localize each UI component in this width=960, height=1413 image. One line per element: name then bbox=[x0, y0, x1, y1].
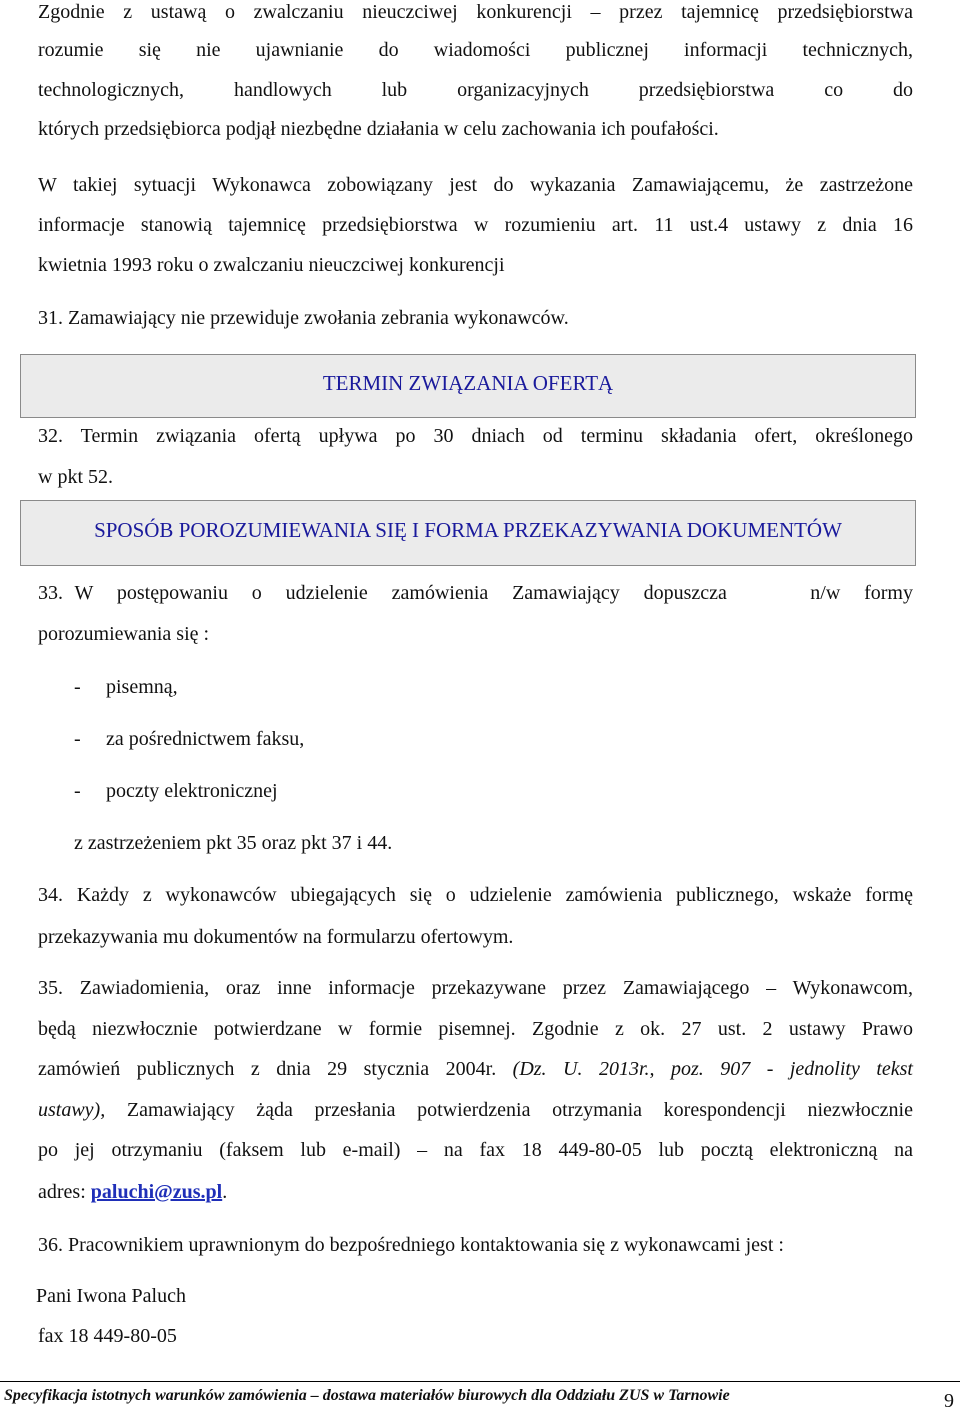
address-period: . bbox=[222, 1181, 228, 1203]
point-32-line-2: w pkt 52. bbox=[38, 466, 113, 488]
point-32-line-1: 32. Termin związania ofertą upływa po 30 dniach od terminu składania ofert, określonego bbox=[38, 425, 913, 447]
point-35-citation: (Dz. U. 2013r., poz. 907 - jednolity tekst bbox=[512, 1058, 913, 1080]
contact-fax: fax 18 449-80-05 bbox=[38, 1325, 177, 1347]
point-31: 31. Zamawiający nie przewiduje zwołania zebrania wykonawców. bbox=[38, 307, 569, 329]
point-35-line-2: będą niezwłocznie potwierdzane w formie pisemnej. Zgodnie z ok. 27 ust. 2 ustawy Prawo bbox=[38, 1018, 913, 1040]
intro-line-4: których przedsiębiorca podjął niezbędne działania w celu zachowania ich poufałości. bbox=[38, 118, 719, 140]
para-w-line-1: W takiej sytuacji Wykonawca zobowiązany jest do wykazania Zamawiającemu, że zastrzeżone bbox=[38, 174, 913, 196]
list-dash: - bbox=[74, 780, 81, 802]
list-item-poczta: poczty elektronicznej bbox=[106, 780, 278, 802]
page-number: 9 bbox=[944, 1390, 954, 1412]
section-header-termin: TERMIN ZWIĄZANIA OFERTĄ bbox=[20, 354, 916, 418]
point-35-line-6 bbox=[38, 1180, 227, 1204]
point-33-line-1: 33. W postępowaniu o udzielenie zamówienia Zamawiający dopuszcza n/w formy bbox=[38, 582, 913, 604]
point-35-line-1: 35. Zawiadomienia, oraz inne informacje przekazywane przez Zamawiającego – Wykonawcom, bbox=[38, 977, 913, 999]
point-36: 36. Pracownikiem uprawnionym do bezpośredniego kontaktowania się z wykonawcami jest : bbox=[38, 1234, 784, 1256]
point-33-note: z zastrzeżeniem pkt 35 oraz pkt 37 i 44. bbox=[74, 832, 393, 854]
para-w-line-3: kwietnia 1993 roku o zwalczaniu nieuczciwej konkurencji bbox=[38, 254, 505, 276]
para-w-line-2: informacje stanowią tajemnicę przedsiębiorstwa w rozumieniu art. 11 ust.4 ustawy z dnia 16 bbox=[38, 214, 913, 236]
footer-text: Specyfikacja istotnych warunków zamówienia – dostawa materiałów biurowych dla Oddziału ZUS w Tarnowie bbox=[4, 1387, 730, 1404]
point-35-line-4 bbox=[38, 1098, 913, 1122]
point-35-line-3 bbox=[38, 1057, 913, 1081]
email-link[interactable]: paluchi@zus.pl bbox=[90, 1181, 223, 1203]
intro-line-1: Zgodnie z ustawą o zwalczaniu nieuczciwej konkurencji – przez tajemnicę przedsiębiorstwa bbox=[38, 1, 913, 23]
list-dash: - bbox=[74, 676, 81, 698]
point-35-line-3-text: zamówień publicznych z dnia 29 stycznia 2004r. bbox=[38, 1058, 513, 1080]
address-label: adres: bbox=[38, 1181, 91, 1203]
point-35-line-5: po jej otrzymaniu (faksem lub e-mail) – na fax 18 449-80-05 lub pocztą elektroniczną na bbox=[38, 1139, 913, 1161]
point-35-line-4-text: Zamawiający żąda przesłania potwierdzenia otrzymania korespondencji niezwłocznie bbox=[105, 1099, 913, 1121]
point-34-line-1: 34. Każdy z wykonawców ubiegających się o udzielenie zamówienia publicznego, wskaże formę bbox=[38, 884, 913, 906]
intro-line-2: rozumie się nie ujawnianie do wiadomości publicznej informacji technicznych, bbox=[38, 39, 913, 61]
point-34-line-2: przekazywania mu dokumentów na formularzu ofertowym. bbox=[38, 926, 514, 948]
list-item-faks: za pośrednictwem faksu, bbox=[106, 728, 305, 750]
point-35-citation-end: ustawy), bbox=[38, 1099, 106, 1121]
footer-rule bbox=[0, 1381, 960, 1382]
point-33-line-2: porozumiewania się : bbox=[38, 623, 210, 645]
intro-line-3: technologicznych, handlowych lub organizacyjnych przedsiębiorstwa co do bbox=[38, 79, 913, 101]
list-item-pisemna: pisemną, bbox=[106, 676, 178, 698]
contact-name: Pani Iwona Paluch bbox=[36, 1285, 186, 1307]
list-dash: - bbox=[74, 728, 81, 750]
section-header-sposob: SPOSÓB POROZUMIEWANIA SIĘ I FORMA PRZEKAZYWANIA DOKUMENTÓW bbox=[20, 500, 916, 566]
